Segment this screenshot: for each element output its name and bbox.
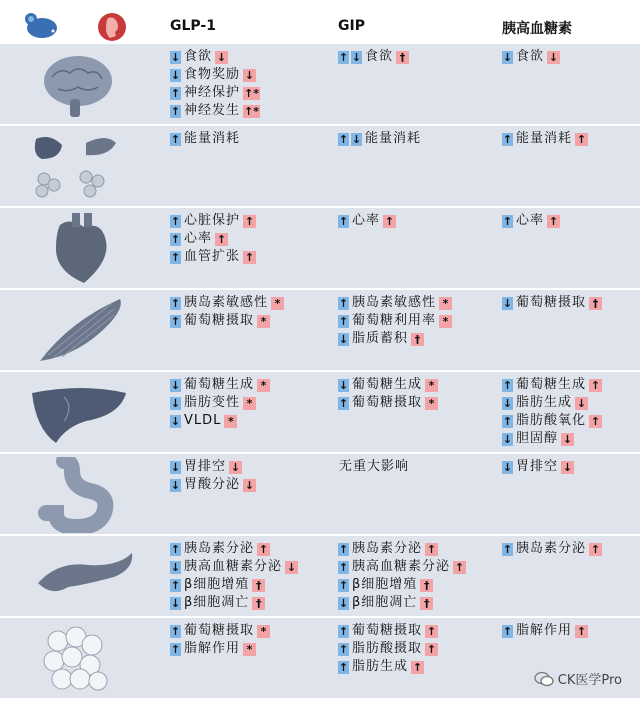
effect-text: 胰岛素分泌	[184, 541, 255, 556]
effect-text: β细胞增殖	[352, 577, 418, 592]
human-evidence-badge: ↑	[590, 378, 601, 392]
human-evidence-badge: *	[425, 397, 438, 410]
effect-text: VLDL	[184, 413, 222, 428]
effect-text: 葡萄糖生成	[516, 377, 587, 392]
human-evidence-badge: ↑*	[244, 104, 259, 118]
human-evidence-badge: *	[271, 297, 284, 310]
effect-item	[170, 102, 260, 120]
effect-text: 心率	[516, 213, 545, 228]
increase-arrow-icon: ↑	[338, 578, 349, 592]
human-evidence-badge: ↓	[286, 560, 297, 574]
human-evidence-badge: ↓	[562, 460, 573, 474]
effect-text: 无重大影响	[339, 459, 410, 474]
effect-item	[170, 640, 270, 658]
decrease-arrow-icon: ↓	[170, 478, 181, 492]
increase-arrow-icon: ↑	[170, 214, 181, 228]
effect-text: 葡萄糖利用率	[352, 313, 437, 328]
effect-item	[502, 430, 602, 448]
effect-item	[338, 212, 396, 230]
effect-item	[170, 212, 256, 230]
decrease-arrow-icon: ↓	[170, 396, 181, 410]
increase-arrow-icon: ↑	[170, 542, 181, 556]
decrease-arrow-icon: ↓	[502, 396, 513, 410]
effect-text: 胃排空	[516, 459, 559, 474]
human-evidence-badge: ↓	[216, 50, 227, 64]
effect-text: 心率	[184, 231, 213, 246]
human-evidence-badge: ↑	[454, 560, 465, 574]
effect-text: 葡萄糖摄取	[352, 395, 423, 410]
increase-arrow-icon: ↑	[338, 314, 349, 328]
increase-arrow-icon: ↑	[338, 660, 349, 674]
effect-item	[170, 576, 298, 594]
human-evidence-badge: †	[589, 297, 602, 310]
decrease-arrow-icon: ↓	[170, 414, 181, 428]
decrease-arrow-icon: ↓	[170, 560, 181, 574]
human-evidence-badge: *	[224, 415, 237, 428]
effect-item	[338, 594, 466, 612]
effect-item	[170, 458, 256, 476]
cell-glp1	[170, 622, 270, 658]
effect-text: 脂解作用	[184, 641, 241, 656]
increase-arrow-icon: ↑	[170, 104, 181, 118]
decrease-arrow-icon: ↓	[170, 460, 181, 474]
human-evidence-badge: *	[243, 397, 256, 410]
human-evidence-badge: ↑	[244, 214, 255, 228]
increase-arrow-icon: ↑	[338, 624, 349, 638]
effect-text: 胰岛素分泌	[352, 541, 423, 556]
increase-arrow-icon: ↑	[170, 314, 181, 328]
increase-arrow-icon: ↑	[170, 578, 181, 592]
effect-item	[170, 394, 270, 412]
human-evidence-badge: ↑	[426, 542, 437, 556]
increase-arrow-icon: ↑	[338, 132, 349, 146]
effect-item	[502, 622, 588, 640]
human-evidence-badge: ↑	[590, 414, 601, 428]
watermark-text: CK医学Pro	[557, 673, 622, 688]
human-evidence-badge: ↓	[576, 396, 587, 410]
human-evidence-badge: ↑	[216, 232, 227, 246]
increase-arrow-icon: ↑	[170, 624, 181, 638]
table-row	[0, 206, 640, 290]
cell-glp1	[170, 212, 256, 266]
increase-arrow-icon: ↑	[338, 560, 349, 574]
effect-item	[170, 312, 284, 330]
effect-text: 心脏保护	[184, 213, 241, 228]
effect-text: 能量消耗	[365, 131, 422, 146]
effect-item	[502, 48, 560, 66]
effect-text: 脂肪酸摄取	[352, 641, 423, 656]
cell-gip	[338, 458, 412, 476]
effect-item	[170, 84, 260, 102]
decrease-arrow-icon: ↓	[502, 50, 513, 64]
effect-text: β细胞增殖	[184, 577, 250, 592]
human-evidence-badge: †	[420, 579, 433, 592]
effect-text: 胆固醇	[516, 431, 559, 446]
effect-item	[338, 622, 438, 640]
header-glp1: GLP-1	[170, 18, 216, 34]
effect-item	[170, 130, 243, 148]
increase-arrow-icon: ↑	[338, 642, 349, 656]
effect-text: 食物奖励	[184, 67, 241, 82]
effect-text: 食欲	[365, 49, 394, 64]
effect-item	[338, 558, 466, 576]
effect-item	[338, 540, 466, 558]
cell-gip	[338, 48, 409, 66]
cell-gip	[338, 622, 438, 676]
fat-cells-organ	[18, 621, 138, 701]
effect-item	[338, 458, 412, 476]
effect-text: 食欲	[184, 49, 213, 64]
increase-arrow-icon: ↑	[170, 250, 181, 264]
human-evidence-badge: *	[257, 625, 270, 638]
table-header	[0, 12, 640, 42]
human-evidence-badge: †	[252, 597, 265, 610]
cell-gcg	[502, 212, 560, 230]
human-head-icon	[96, 12, 128, 42]
effect-text: 脂肪酸氧化	[516, 413, 587, 428]
cell-gcg	[502, 622, 588, 640]
increase-arrow-icon: ↑	[502, 214, 513, 228]
increase-arrow-icon: ↑	[170, 132, 181, 146]
human-evidence-badge: ↑	[576, 624, 587, 638]
effect-text: 能量消耗	[516, 131, 573, 146]
human-evidence-badge: ↑*	[244, 86, 259, 100]
human-evidence-badge: ↓	[548, 50, 559, 64]
increase-arrow-icon: ↑	[170, 86, 181, 100]
cell-gip	[338, 540, 466, 612]
effect-text: 胃酸分泌	[184, 477, 241, 492]
effect-item	[502, 394, 602, 412]
effect-text: 葡萄糖摄取	[184, 313, 255, 328]
effect-item	[338, 658, 438, 676]
effect-item	[502, 212, 560, 230]
human-evidence-badge: ↓	[230, 460, 241, 474]
increase-arrow-icon: ↑	[338, 296, 349, 310]
human-evidence-badge: †	[420, 597, 433, 610]
cell-gip	[338, 130, 424, 148]
effect-item	[338, 48, 409, 66]
increase-arrow-icon: ↑	[502, 542, 513, 556]
decrease-arrow-icon: ↓	[351, 132, 362, 146]
effect-item	[170, 622, 270, 640]
effect-text: 胰高血糖素分泌	[352, 559, 451, 574]
decrease-arrow-icon: ↓	[338, 332, 349, 346]
brain-organ	[18, 47, 138, 127]
effect-text: 胰岛素敏感性	[352, 295, 437, 310]
effect-text: 脂质蓄积	[352, 331, 409, 346]
effect-item	[502, 412, 602, 430]
cell-gcg	[502, 458, 574, 476]
table-row	[0, 534, 640, 618]
cell-glp1	[170, 294, 284, 330]
decrease-arrow-icon: ↓	[170, 596, 181, 610]
human-evidence-badge: *	[439, 315, 452, 328]
human-evidence-badge: *	[425, 379, 438, 392]
human-evidence-badge: ↑	[244, 250, 255, 264]
table-row	[0, 124, 640, 208]
human-evidence-badge: *	[257, 315, 270, 328]
effect-item	[502, 458, 574, 476]
effect-item	[502, 540, 602, 558]
cell-gip	[338, 212, 396, 230]
effect-item	[170, 230, 256, 248]
effect-text: 脂解作用	[516, 623, 573, 638]
effect-text: 能量消耗	[184, 131, 241, 146]
effect-text: 胰高血糖素分泌	[184, 559, 283, 574]
cell-gip	[338, 294, 452, 348]
effect-text: 脂肪生成	[516, 395, 573, 410]
increase-arrow-icon: ↑	[338, 396, 349, 410]
effect-item	[338, 640, 438, 658]
decrease-arrow-icon: ↓	[170, 68, 181, 82]
effect-item	[170, 558, 298, 576]
cell-gcg	[502, 294, 602, 312]
effect-item	[170, 594, 298, 612]
decrease-arrow-icon: ↓	[170, 50, 181, 64]
effect-text: 血管扩张	[184, 249, 241, 264]
human-evidence-badge: *	[257, 379, 270, 392]
effect-item	[170, 48, 260, 66]
increase-arrow-icon: ↑	[338, 214, 349, 228]
effect-text: β细胞凋亡	[352, 595, 418, 610]
effect-item	[502, 130, 588, 148]
adipose-organ	[18, 129, 138, 209]
effect-item	[338, 376, 438, 394]
human-evidence-badge: ↓	[244, 478, 255, 492]
effect-item	[502, 294, 602, 312]
effect-item	[170, 376, 270, 394]
effect-item	[170, 412, 270, 430]
table-row	[0, 42, 640, 126]
increase-arrow-icon: ↑	[170, 642, 181, 656]
decrease-arrow-icon: ↓	[502, 296, 513, 310]
mouse-icon	[22, 12, 60, 40]
effect-item	[170, 476, 256, 494]
increase-arrow-icon: ↑	[502, 378, 513, 392]
cell-glp1	[170, 130, 243, 148]
cell-gcg	[502, 48, 560, 66]
effect-item	[338, 130, 424, 148]
increase-arrow-icon: ↑	[170, 296, 181, 310]
effect-item	[338, 330, 452, 348]
effect-text: 心率	[352, 213, 381, 228]
effect-item	[502, 376, 602, 394]
header-gip: GIP	[338, 18, 365, 34]
table-row	[0, 370, 640, 454]
human-evidence-badge: ↑	[384, 214, 395, 228]
effect-item	[170, 248, 256, 266]
human-evidence-badge: ↑	[426, 624, 437, 638]
wechat-icon	[534, 671, 554, 687]
effect-text: 葡萄糖摄取	[184, 623, 255, 638]
effect-text: 脂肪变性	[184, 395, 241, 410]
human-evidence-badge: *	[243, 643, 256, 656]
increase-arrow-icon: ↑	[502, 414, 513, 428]
decrease-arrow-icon: ↓	[338, 596, 349, 610]
human-evidence-badge: ↓	[244, 68, 255, 82]
increase-arrow-icon: ↑	[338, 542, 349, 556]
effect-text: 神经保护	[184, 85, 241, 100]
human-evidence-badge: ↑	[590, 542, 601, 556]
cell-gcg	[502, 540, 602, 558]
effect-item	[338, 576, 466, 594]
table-row	[0, 452, 640, 536]
pancreas-organ	[18, 539, 138, 619]
effect-text: 葡萄糖摄取	[516, 295, 587, 310]
effect-text: 食欲	[516, 49, 545, 64]
effect-text: 神经发生	[184, 103, 241, 118]
effect-text: 葡萄糖摄取	[352, 623, 423, 638]
header-glucagon: 胰高血糖素	[502, 21, 572, 37]
muscle-organ	[18, 293, 138, 373]
human-evidence-badge: †	[396, 51, 409, 64]
effect-item	[338, 312, 452, 330]
effect-text: 胰岛素敏感性	[184, 295, 269, 310]
effect-text: 脂肪生成	[352, 659, 409, 674]
effect-text: β细胞凋亡	[184, 595, 250, 610]
effect-item	[338, 394, 438, 412]
cell-glp1	[170, 540, 298, 612]
decrease-arrow-icon: ↓	[502, 460, 513, 474]
heart-organ	[18, 211, 138, 291]
cell-glp1	[170, 458, 256, 494]
effect-text: 胰岛素分泌	[516, 541, 587, 556]
human-evidence-badge: ↓	[562, 432, 573, 446]
watermark	[534, 669, 622, 688]
effect-text: 葡萄糖生成	[352, 377, 423, 392]
cell-gcg	[502, 130, 588, 148]
stomach-organ	[18, 457, 138, 537]
human-evidence-badge: †	[252, 579, 265, 592]
cell-gip	[338, 376, 438, 412]
effect-item	[170, 294, 284, 312]
decrease-arrow-icon: ↓	[170, 378, 181, 392]
increase-arrow-icon: ↑	[502, 624, 513, 638]
effect-item	[170, 66, 260, 84]
effect-item	[338, 294, 452, 312]
liver-organ	[18, 375, 138, 455]
human-evidence-badge: ↑	[548, 214, 559, 228]
human-evidence-badge: ↑	[576, 132, 587, 146]
human-evidence-badge: ↑	[258, 542, 269, 556]
human-evidence-badge: ↑	[426, 642, 437, 656]
human-evidence-badge: †	[411, 333, 424, 346]
table-row	[0, 288, 640, 372]
cell-glp1	[170, 376, 270, 430]
decrease-arrow-icon: ↓	[351, 50, 362, 64]
effect-text: 葡萄糖生成	[184, 377, 255, 392]
decrease-arrow-icon: ↓	[502, 432, 513, 446]
decrease-arrow-icon: ↓	[338, 378, 349, 392]
cell-gcg	[502, 376, 602, 448]
increase-arrow-icon: ↑	[502, 132, 513, 146]
cell-glp1	[170, 48, 260, 120]
effect-text: 胃排空	[184, 459, 227, 474]
human-evidence-badge: ↑	[412, 660, 423, 674]
human-evidence-badge: *	[439, 297, 452, 310]
effect-item	[170, 540, 298, 558]
increase-arrow-icon: ↑	[170, 232, 181, 246]
increase-arrow-icon: ↑	[338, 50, 349, 64]
